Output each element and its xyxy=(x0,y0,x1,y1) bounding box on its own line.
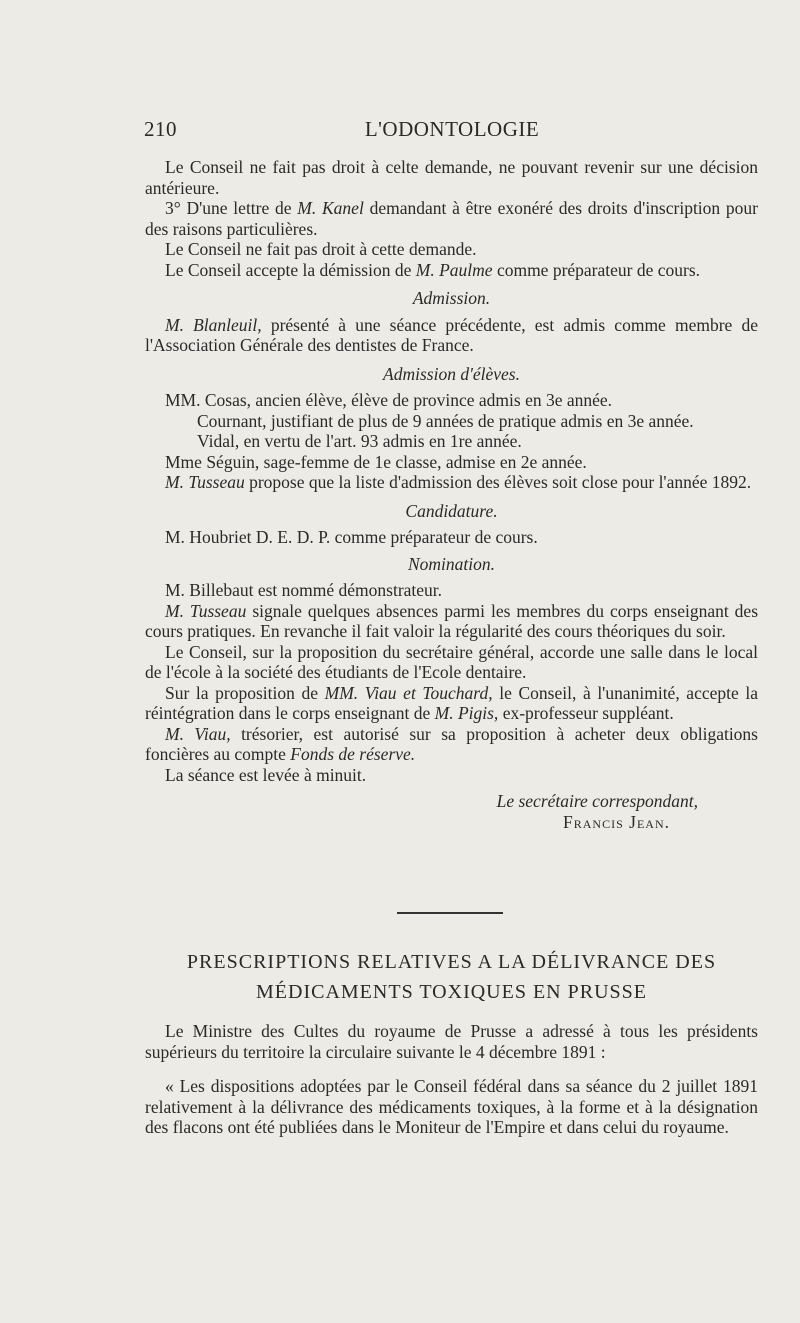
running-header xyxy=(144,117,760,147)
paragraph: M. Tusseau signale quelques absences parmi les membres du corps enseignant des cours pratiques. En revanche il fait valoir la régularité des cours théoriques du soir. xyxy=(145,600,759,641)
paragraph: Le Ministre des Cultes du royaume de Prusse a adressé à tous les présidents supérieurs du territoire la circulaire suivante le 4 décembre 1891 : xyxy=(145,1021,758,1062)
paragraph: 3° D'une lettre de M. Kanel demandant à être exonéré des droits d'inscription pour des raisons particulières. xyxy=(145,198,759,239)
section-heading: Admission. xyxy=(412,288,491,308)
list-item: Cournant, justifiant de plus de 9 années de pratique admis en 3e année. xyxy=(197,410,694,431)
paragraph: La séance est levée à minuit. xyxy=(165,764,367,785)
paragraph: Le Conseil, sur la proposition du secrétaire général, accorde une salle dans le local de l'école à la société des étudiants de l'Ecole dentaire. xyxy=(145,641,758,682)
paragraph: M. Houbriet D. E. D. P. comme préparateur de cours. xyxy=(165,527,538,547)
signature-name: Francis Jean. xyxy=(563,811,670,832)
paragraph: M. Viau, trésorier, est autorisé sur sa proposition à acheter deux obligations foncières au compte Fonds de réserve. xyxy=(145,723,758,764)
paragraph: M. Tusseau propose que la liste d'admission des élèves soit close pour l'année 1892. xyxy=(165,472,752,492)
paragraph: « Les dispositions adoptées par le Conseil fédéral dans sa séance du 2 juillet 1891 relativement à la délivrance des médicaments toxiques, à la forme et à la désignation des flacons ont été publiées dans le Moniteur de l'Empire et dans celui du royaume. xyxy=(145,1076,758,1137)
list-item: MM. Cosas, ancien élève, élève de province admis en 3e année. xyxy=(165,390,613,410)
paragraph: Le Conseil ne fait pas droit à celte demande, ne pouvant revenir sur une décision antérieure. xyxy=(145,157,758,198)
section-heading: Candidature. xyxy=(405,500,498,521)
signature-role: Le secrétaire correspondant, xyxy=(496,791,698,811)
paragraph: M. Blanleuil, présenté à une séance précédente, est admis comme membre de l'Association Générale des dentistes de France. xyxy=(145,314,758,355)
paragraph: Sur la proposition de MM. Viau et Touchard, le Conseil, à l'unanimité, accepte la réintégration dans le corps enseignant de M. Pigis, ex-professeur suppléant. xyxy=(145,682,759,723)
article-title: PRESCRIPTIONS RELATIVES A LA DÉLIVRANCE DES MÉDICAMENTS TOXIQUES EN PRUSSE xyxy=(186,951,717,1003)
paragraph: M. Billebaut est nommé démonstrateur. xyxy=(165,580,443,600)
paragraph: Le Conseil accepte la démission de M. Paulme comme préparateur de cours. xyxy=(165,259,701,280)
section-heading: Nomination. xyxy=(407,553,496,574)
journal-title: L'ODONTOLOGIE xyxy=(364,117,540,141)
section-heading: Admission d'élèves. xyxy=(383,363,520,384)
page-number: 210 xyxy=(144,117,177,141)
list-item: Vidal, en vertu de l'art. 93 admis en 1re année. xyxy=(197,431,522,451)
minutes-body xyxy=(145,157,758,832)
list-item: Mme Séguin, sage-femme de 1e classe, admise en 2e année. xyxy=(165,451,587,472)
section-divider xyxy=(397,912,503,914)
article-body xyxy=(145,1021,758,1138)
paragraph: Le Conseil ne fait pas droit à cette demande. xyxy=(165,239,477,259)
